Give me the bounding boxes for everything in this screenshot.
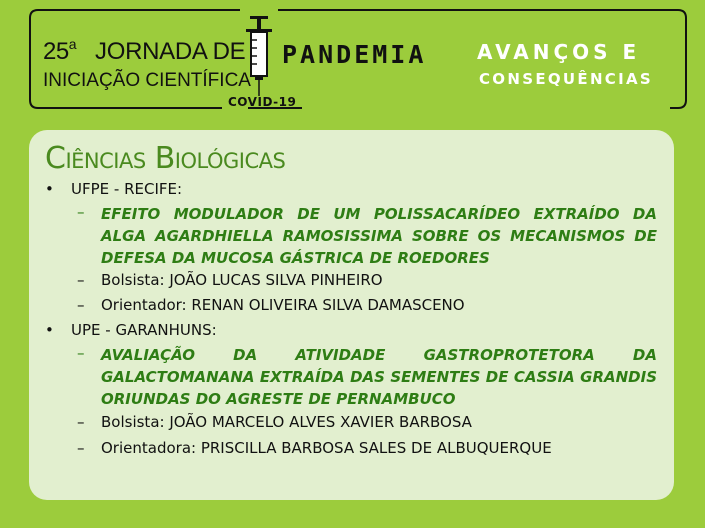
edition-number: 25$^a$ [43, 36, 76, 65]
dash-icon: – [77, 413, 85, 431]
bullet-icon: • [45, 180, 54, 198]
dash-icon: – [77, 439, 85, 457]
pandemia-title: PANDEMIA [282, 40, 427, 69]
advisor-name: Orientador: RENAN OLIVEIRA SILVA DAMASCENO [101, 296, 465, 314]
bullet-icon: • [45, 321, 54, 339]
advisor-name: Orientadora: PRISCILLA BARBOSA SALES DE ALBUQUERQUE [101, 439, 552, 457]
institution-label: UPE - GARANHUNS: [71, 321, 217, 339]
student-name: Bolsista: JOÃO MARCELO ALVES XAVIER BARBOSA [101, 413, 472, 431]
consequencias-subtitle: CONSEQUÊNCIAS [479, 70, 653, 88]
project-title: AVALIAÇÃO DA ATIVIDADE GASTROPROTETORA DA GALACTOMANANA EXTRAÍDA DAS SEMENTES DE CASSIA GRANDIS ORIUNDAS DO AGRESTE DE PERNAMBUCO [101, 346, 657, 408]
covid-label: COVID-19 [228, 95, 297, 109]
advisor-item [77, 296, 657, 314]
dash-icon: – [77, 271, 85, 289]
event-header [0, 0, 705, 118]
project-title: EFEITO MODULADOR DE UM POLISSACARÍDEO EXTRAÍDO DA ALGA AGARDHIELLA RAMOSISSIMA SOBRE OS MECANISMOS DE DEFESA DA MUCOSA GÁSTRICA DE ROEDORES [101, 205, 657, 267]
student-name: Bolsista: JOÃO LUCAS SILVA PINHEIRO [101, 271, 383, 289]
dash-icon: – [77, 296, 85, 314]
institution-item [45, 180, 182, 198]
student-item [77, 271, 657, 289]
dash-icon: – [77, 344, 85, 362]
project-title-item [77, 203, 657, 269]
institution-item [45, 321, 217, 339]
section-title: Ciências Biológicas [45, 141, 286, 176]
institution-label: UFPE - RECIFE: [71, 180, 183, 198]
event-name-line2: INICIAÇÃO CIENTÍFICA [43, 70, 251, 91]
project-title-item [77, 344, 657, 410]
dash-icon: – [77, 203, 85, 221]
student-item [77, 413, 657, 431]
avancos-subtitle: AVANÇOS E [477, 40, 641, 64]
syringe-icon [244, 16, 274, 106]
event-name-line1: JORNADA DE [95, 38, 246, 65]
advisor-item [77, 439, 657, 457]
content-panel [29, 130, 674, 500]
